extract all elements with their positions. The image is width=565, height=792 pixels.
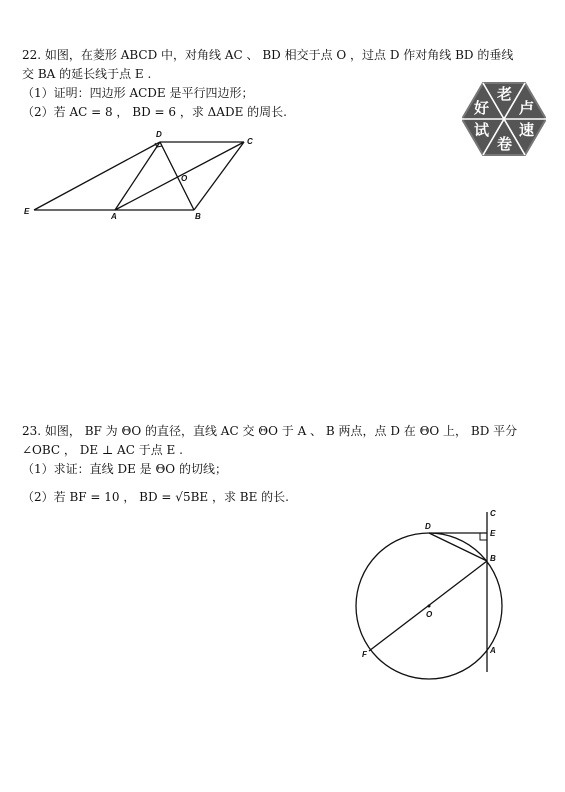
problem-23-part-2: （2）若 BF = 10 ， BD = √5BE ，求 BE 的长.: [22, 490, 289, 504]
logo-char-2: 好: [474, 99, 490, 117]
label-22-O: O: [181, 174, 188, 183]
label-23-C: C: [490, 509, 496, 518]
label-23-D: D: [425, 522, 431, 531]
problem-23-line-1: 23. 如图， BF 为 ΘO 的直径，直线 AC 交 ΘO 于 A 、 B 两点，点 D 在 ΘO 上， BD 平分: [22, 424, 518, 438]
problem-23-line-2: ∠OBC ， DE ⊥ AC 于点 E .: [22, 443, 183, 457]
logo-char-1: 老: [497, 85, 513, 103]
logo-char-5: 速: [519, 121, 535, 139]
logo-char-6: 卷: [497, 135, 513, 153]
label-22-B: B: [195, 212, 201, 221]
problem-22-line-2: 交 BA 的延长线于点 E .: [22, 67, 152, 81]
label-22-E: E: [24, 207, 30, 216]
label-23-F: F: [362, 650, 367, 659]
logo-char-3: 卢: [519, 99, 535, 117]
problem-22-part-2: （2）若 AC = 8 ， BD = 6 ，求 ΔADE 的周长.: [22, 105, 287, 119]
segment-DB: [429, 533, 487, 561]
label-23-O: O: [426, 610, 433, 619]
problem-23-part-1: （1）求证：直线 DE 是 ΘO 的切线；: [22, 462, 227, 476]
label-23-E: E: [490, 529, 496, 538]
logo-char-4: 试: [474, 121, 490, 139]
label-22-C: C: [247, 137, 253, 146]
label-22-A: A: [111, 212, 117, 221]
label-23-B: B: [490, 554, 496, 563]
problem-22-line-1: 22. 如图，在菱形 ABCD 中，对角线 AC 、 BD 相交于点 O ，过点 D 作对角线 BD 的垂线: [22, 48, 514, 62]
label-23-A: A: [490, 646, 496, 655]
problem-22-part-1: （1）证明：四边形 ACDE 是平行四边形；: [22, 86, 254, 100]
label-22-D: D: [156, 130, 162, 139]
